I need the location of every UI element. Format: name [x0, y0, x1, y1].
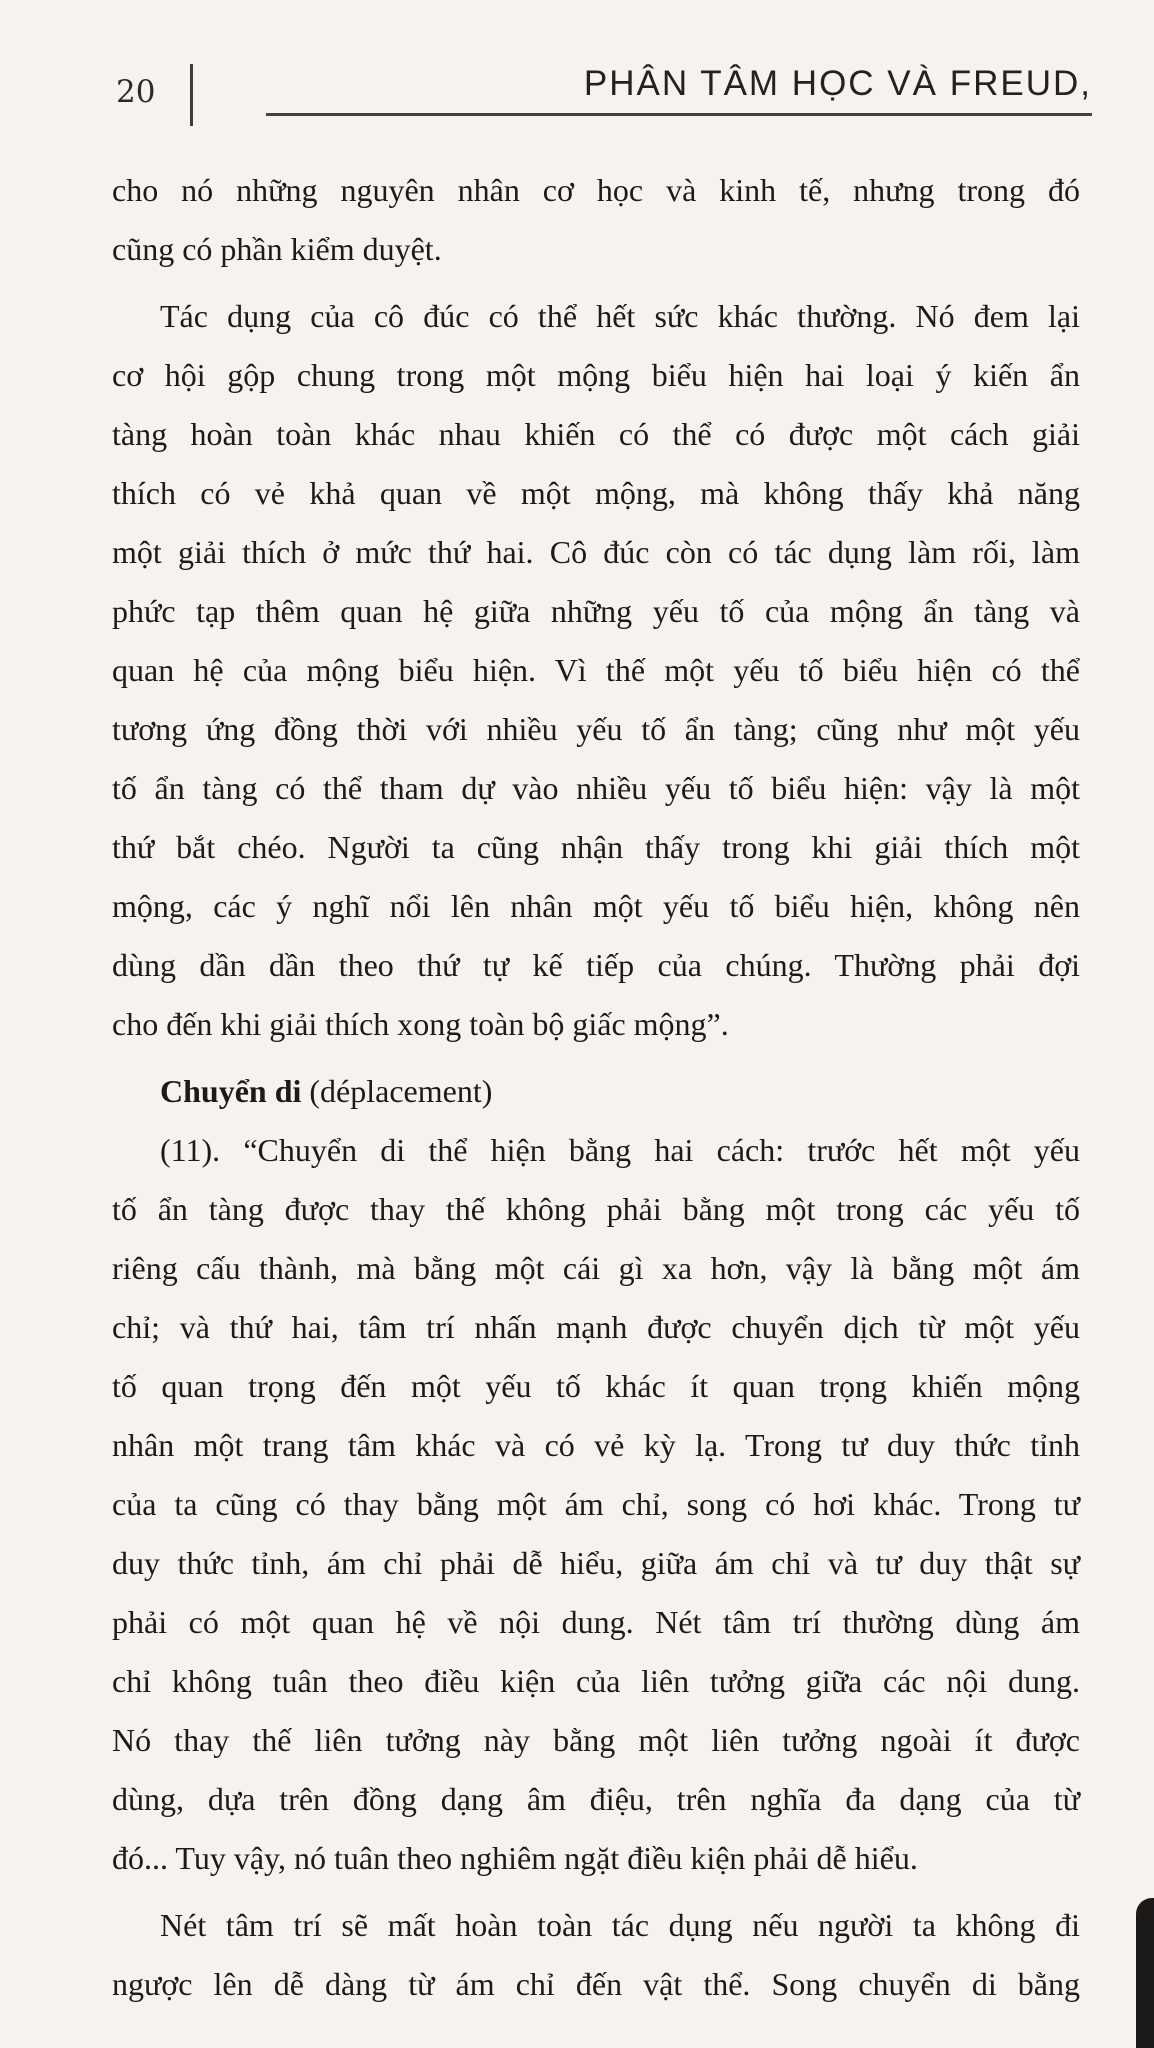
section-heading: [112, 1062, 1080, 1121]
text-line: dùng dần dần theo thứ tự kế tiếp của chúng. Thường phải đợi: [112, 947, 1080, 983]
header-rule: [266, 113, 1092, 116]
body-text: [112, 161, 1080, 2014]
text-line: tố quan trọng đến một yếu tố khác ít quan trọng khiến mộng: [112, 1368, 1080, 1404]
text-line: quan hệ của mộng biểu hiện. Vì thế một yếu tố biểu hiện có thể: [112, 652, 1080, 688]
text-line: chỉ; và thứ hai, tâm trí nhấn mạnh được chuyển dịch từ một yếu: [112, 1309, 1080, 1345]
text-line: tàng hoàn toàn khác nhau khiến có thể có được một cách giải: [112, 416, 1080, 452]
paragraph-2: [112, 287, 1080, 1054]
text-line: cho nó những nguyên nhân cơ học và kinh tế, nhưng trong đó: [112, 172, 1080, 208]
text-line: một giải thích ở mức thứ hai. Cô đúc còn có tác dụng làm rối, làm: [112, 534, 1080, 570]
text-line: tương ứng đồng thời với nhiều yếu tố ẩn tàng; cũng như một yếu: [112, 711, 1080, 747]
text-line: của ta cũng có thay bằng một ám chỉ, song có hơi khác. Trong tư: [112, 1486, 1080, 1522]
header-divider: [190, 64, 193, 126]
text-line: phải có một quan hệ về nội dung. Nét tâm trí thường dùng ám: [112, 1604, 1080, 1640]
text-line: Tác dụng của cô đúc có thể hết sức khác thường. Nó đem lại: [160, 298, 1080, 334]
text-line: mộng, các ý nghĩ nổi lên nhân một yếu tố biểu hiện, không nên: [112, 888, 1080, 924]
section-heading-term: Chuyển di: [160, 1073, 302, 1109]
paragraph-3: [112, 1121, 1080, 1888]
page-edge-shadow: [1136, 1898, 1154, 2048]
text-line: riêng cấu thành, mà bằng một cái gì xa hơn, vậy là bằng một ám: [112, 1250, 1080, 1286]
text-line: cũng có phần kiểm duyệt.: [112, 231, 442, 267]
text-line: chỉ không tuân theo điều kiện của liên tưởng giữa các nội dung.: [112, 1663, 1080, 1699]
paragraph-gap: [112, 1054, 1080, 1062]
text-line: thích có vẻ khả quan về một mộng, mà không thấy khả năng: [112, 475, 1080, 511]
text-line: cơ hội gộp chung trong một mộng biểu hiện hai loại ý kiến ẩn: [112, 357, 1080, 393]
text-line: thứ bắt chéo. Người ta cũng nhận thấy trong khi giải thích một: [112, 829, 1080, 865]
text-line: ngược lên dễ dàng từ ám chỉ đến vật thể. Song chuyển di bằng: [112, 1966, 1080, 2002]
text-line: (11). “Chuyển di thể hiện bằng hai cách: trước hết một yếu: [160, 1132, 1080, 1168]
text-line: Nét tâm trí sẽ mất hoàn toàn tác dụng nếu người ta không đi: [160, 1907, 1080, 1943]
section-heading-gloss: (déplacement): [309, 1073, 493, 1109]
text-line: phức tạp thêm quan hệ giữa những yếu tố của mộng ẩn tàng và: [112, 593, 1080, 629]
text-line: nhân một trang tâm khác và có vẻ kỳ lạ. Trong tư duy thức tỉnh: [112, 1427, 1080, 1463]
text-line: cho đến khi giải thích xong toàn bộ giấc mộng”.: [112, 1006, 729, 1042]
paragraph-gap: [112, 279, 1080, 287]
text-line: tố ẩn tàng được thay thế không phải bằng một trong các yếu tố: [112, 1191, 1080, 1227]
paragraph-1: [112, 161, 1080, 279]
paragraph-4: [112, 1896, 1080, 2014]
page-number: 20: [116, 74, 156, 110]
running-head: PHÂN TÂM HỌC VÀ FREUD,: [583, 64, 1092, 103]
text-line: dùng, dựa trên đồng dạng âm điệu, trên nghĩa đa dạng của từ: [112, 1781, 1080, 1817]
paragraph-gap: [112, 1888, 1080, 1896]
text-line: đó... Tuy vậy, nó tuân theo nghiêm ngặt điều kiện phải dễ hiểu.: [112, 1840, 918, 1876]
text-line: duy thức tỉnh, ám chỉ phải dễ hiểu, giữa ám chỉ và tư duy thật sự: [112, 1545, 1080, 1581]
text-line: tố ẩn tàng có thể tham dự vào nhiều yếu tố biểu hiện: vậy là một: [112, 770, 1080, 806]
text-line: Nó thay thế liên tưởng này bằng một liên tưởng ngoài ít được: [112, 1722, 1080, 1758]
